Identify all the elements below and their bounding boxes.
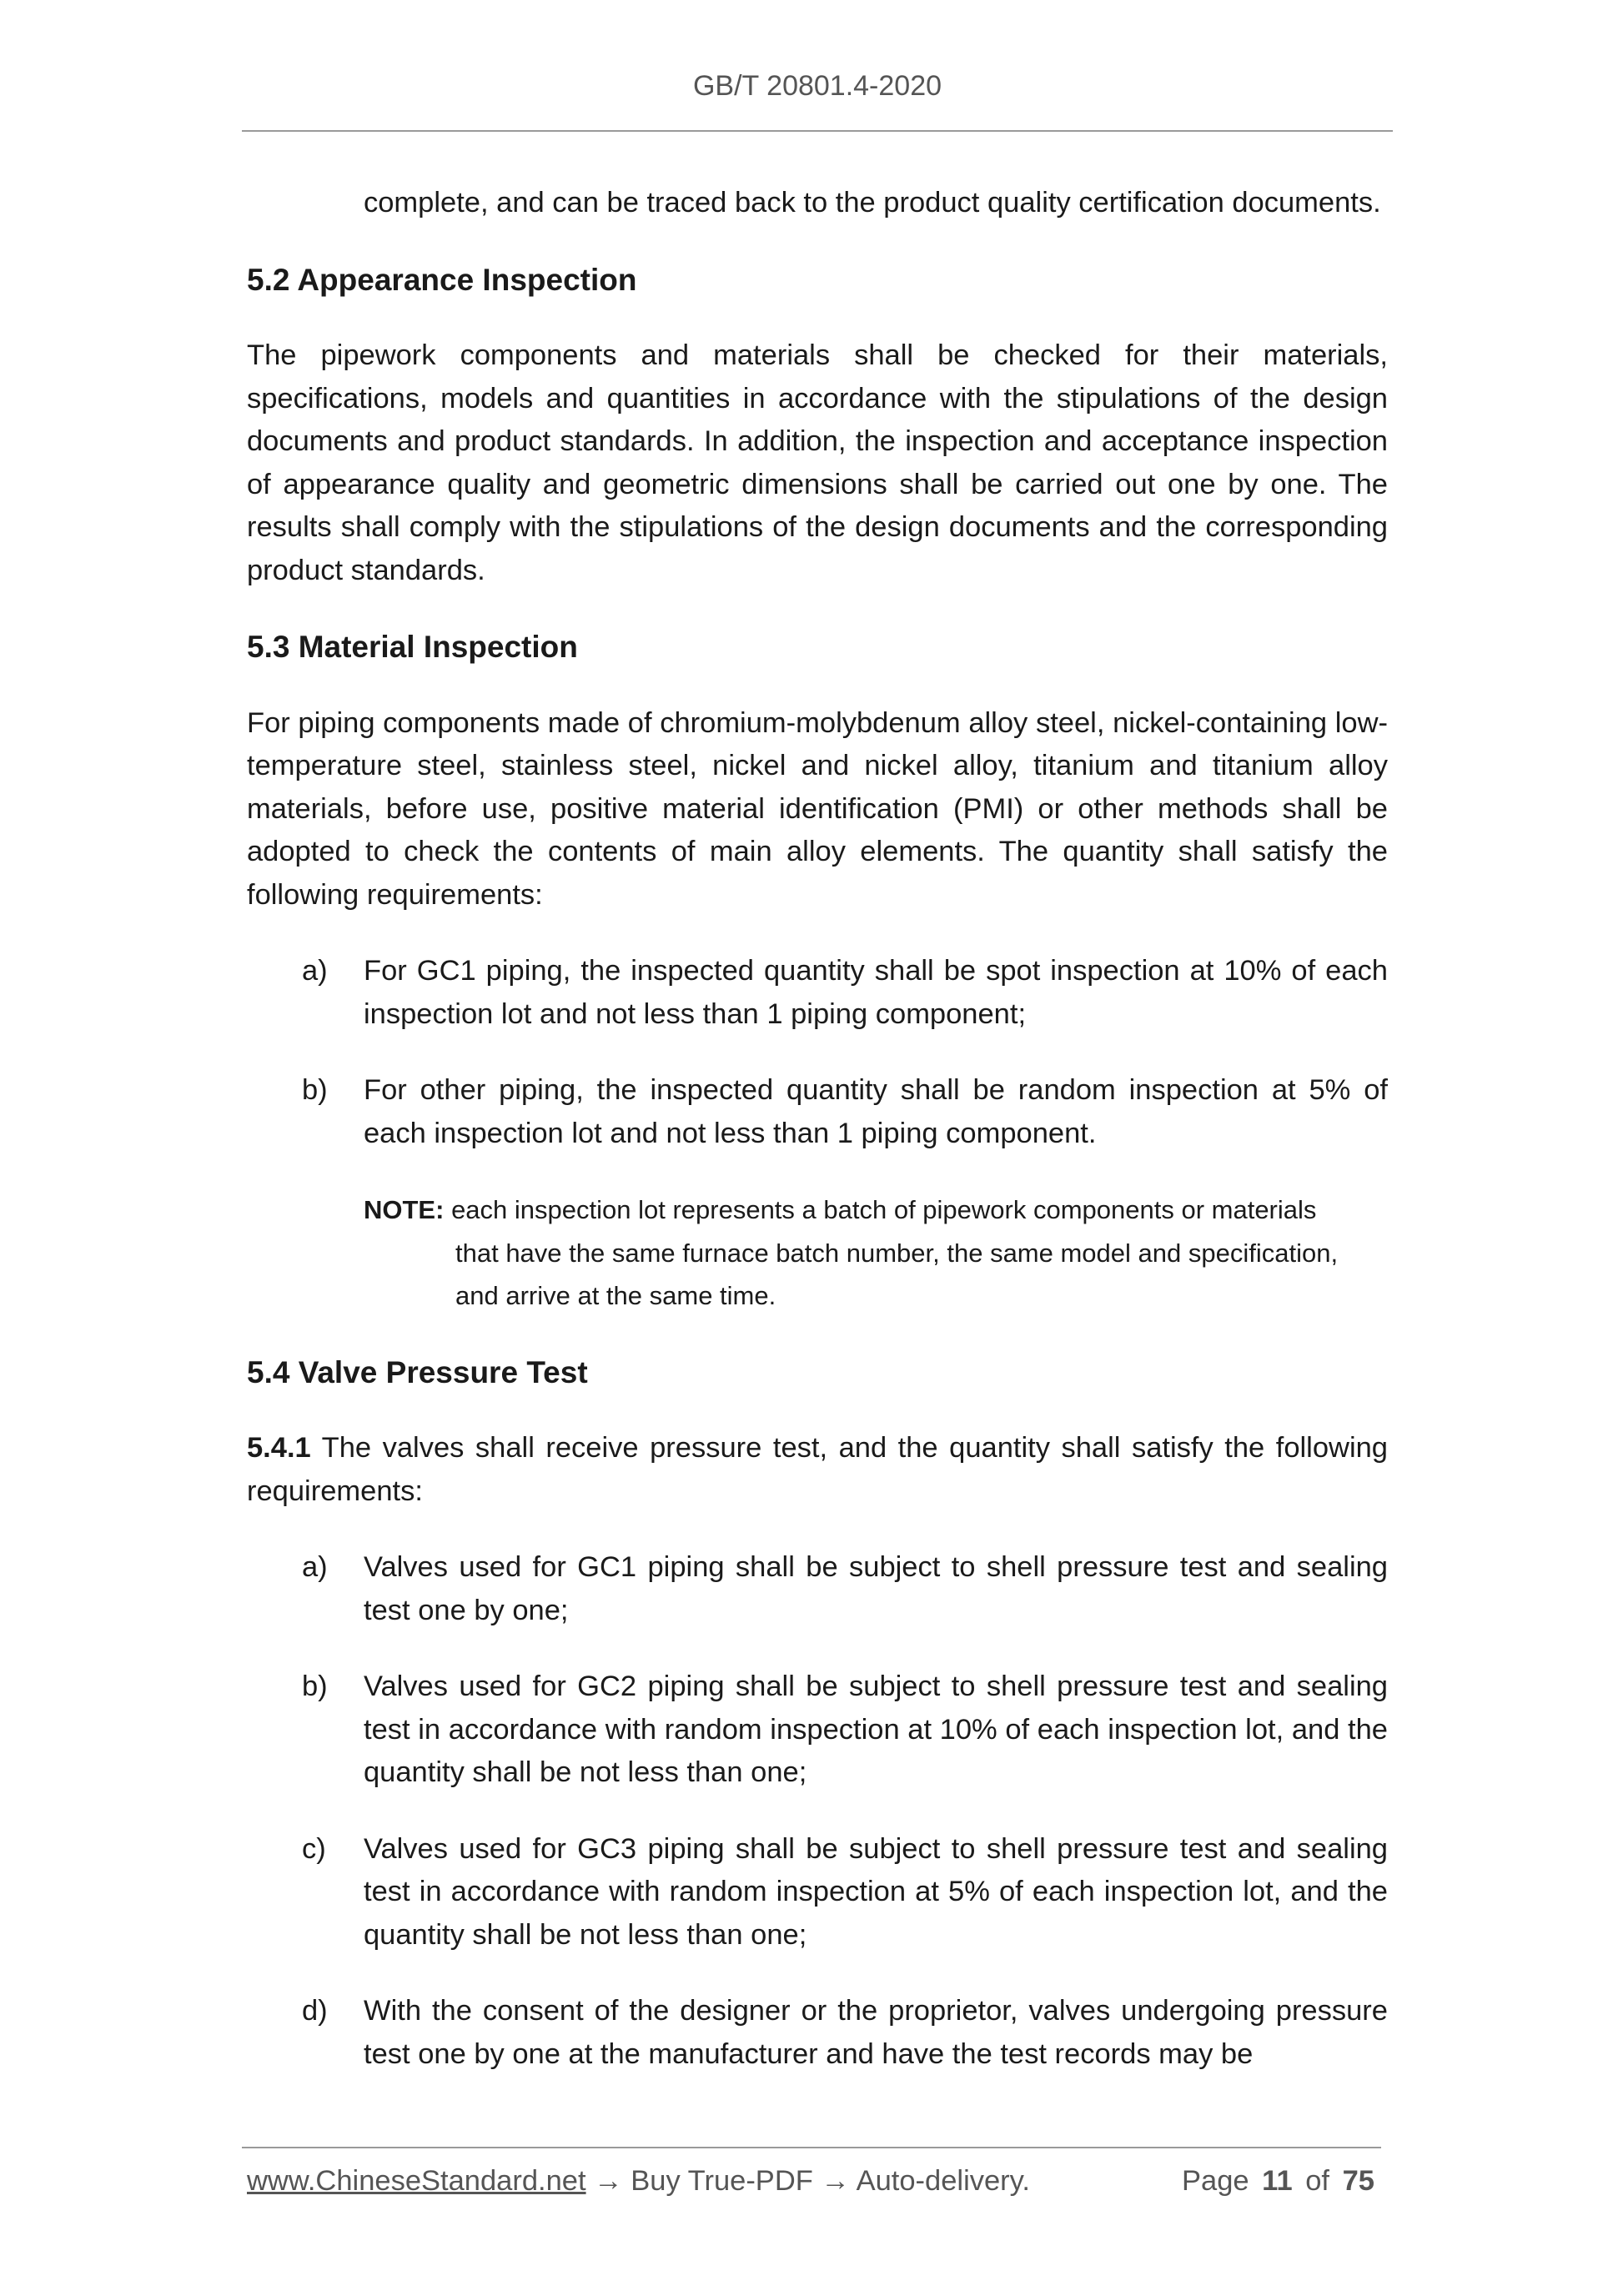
section-5-3-paragraph: For piping components made of chromium-molybdenum alloy steel, nickel-containing low-temperature steel, stainless steel, nickel and nickel alloy, titanium and titanium alloy materials, before use, positive material identification (PMI) or other methods shall be adopted to check the contents of main alloy elements. The quantity shall satisfy the following requirements: [247, 706, 1388, 911]
clause-text: The valves shall receive pressure test, and the quantity shall satisfy the following requirements: [247, 1432, 1388, 1507]
list-item-label: b) [302, 1074, 328, 1106]
continuation-paragraph: complete, and can be traced back to the product quality certification documents. [364, 187, 1381, 219]
list-item [247, 1069, 1388, 1155]
section-5-4-heading: 5.4 Valve Pressure Test [247, 1354, 588, 1389]
list-item [247, 1990, 1388, 2076]
list-item [247, 950, 1388, 1036]
list-item-label: d) [302, 1995, 328, 2027]
list-item-label: a) [302, 955, 328, 987]
page-indicator [1182, 2165, 1379, 2198]
note-line: and arrive at the same time. [455, 1281, 776, 1310]
list-item-text: For other piping, the inspected quantity shall be random inspection at 5% of each inspection lot and not less than 1 piping component. [364, 1074, 1388, 1149]
list-item-text: Valves used for GC3 piping shall be subject to shell pressure test and sealing test in accordance with random inspection at 5% of each inspection lot, and the quantity shall be not less than one; [364, 1832, 1388, 1951]
document-body [247, 182, 1388, 2076]
header-divider [242, 130, 1393, 132]
note-block [247, 1188, 1388, 1318]
list-item [247, 1665, 1388, 1795]
section-5-3-heading: 5.3 Material Inspection [247, 630, 578, 664]
clause-number: 5.4.1 [247, 1432, 311, 1464]
footer-promo: → Buy True-PDF → Auto-delivery. [585, 2165, 1030, 2197]
list-item-label: a) [302, 1551, 328, 1583]
list-item-text: With the consent of the designer or the proprietor, valves undergoing pressure test one by one at the manufacturer and have the test records may be [364, 1995, 1388, 2070]
note-line: that have the same furnace batch number, the same model and specification, [455, 1238, 1339, 1268]
page-total: 75 [1342, 2165, 1374, 2197]
note-line: each inspection lot represents a batch of pipework components or materials [451, 1195, 1317, 1224]
page-footer [247, 2165, 1381, 2198]
list-item [247, 1828, 1388, 1957]
list-item-text: Valves used for GC2 piping shall be subject to shell pressure test and sealing test in accordance with random inspection at 10% of each inspection lot, and the quantity shall be not less than one; [364, 1671, 1388, 1788]
section-5-2-heading: 5.2 Appearance Inspection [247, 262, 637, 297]
of-word: of [1305, 2165, 1330, 2197]
section-5-2-paragraph: The pipework components and materials shall be checked for their materials, specifications, models and quantities in accordance with the stipulations of the design documents and product standards. In addition, the inspection and acceptance inspection of appearance quality and geometric dimensions shall be carried out one by one. The results shall comply with the stipulations of the design documents and the corresponding product standards. [247, 339, 1388, 586]
page-word: Page [1182, 2165, 1249, 2197]
page-number: 11 [1262, 2165, 1293, 2197]
list-item-label: b) [302, 1671, 328, 1702]
footer-divider [242, 2147, 1381, 2148]
note-label: NOTE: [364, 1195, 445, 1224]
page-header: GB/T 20801.4-2020 [692, 70, 942, 102]
website-link[interactable]: www.ChineseStandard.net [247, 2165, 586, 2197]
list-item-text: Valves used for GC1 piping shall be subject to shell pressure test and sealing test one by one; [364, 1551, 1388, 1626]
list-item-label: c) [302, 1832, 326, 1865]
clause-5-4-1-paragraph [247, 1427, 1388, 1513]
list-item [247, 1546, 1388, 1632]
list-item-text: For GC1 piping, the inspected quantity shall be spot inspection at 10% of each inspection lot and not less than 1 piping component; [364, 955, 1388, 1030]
